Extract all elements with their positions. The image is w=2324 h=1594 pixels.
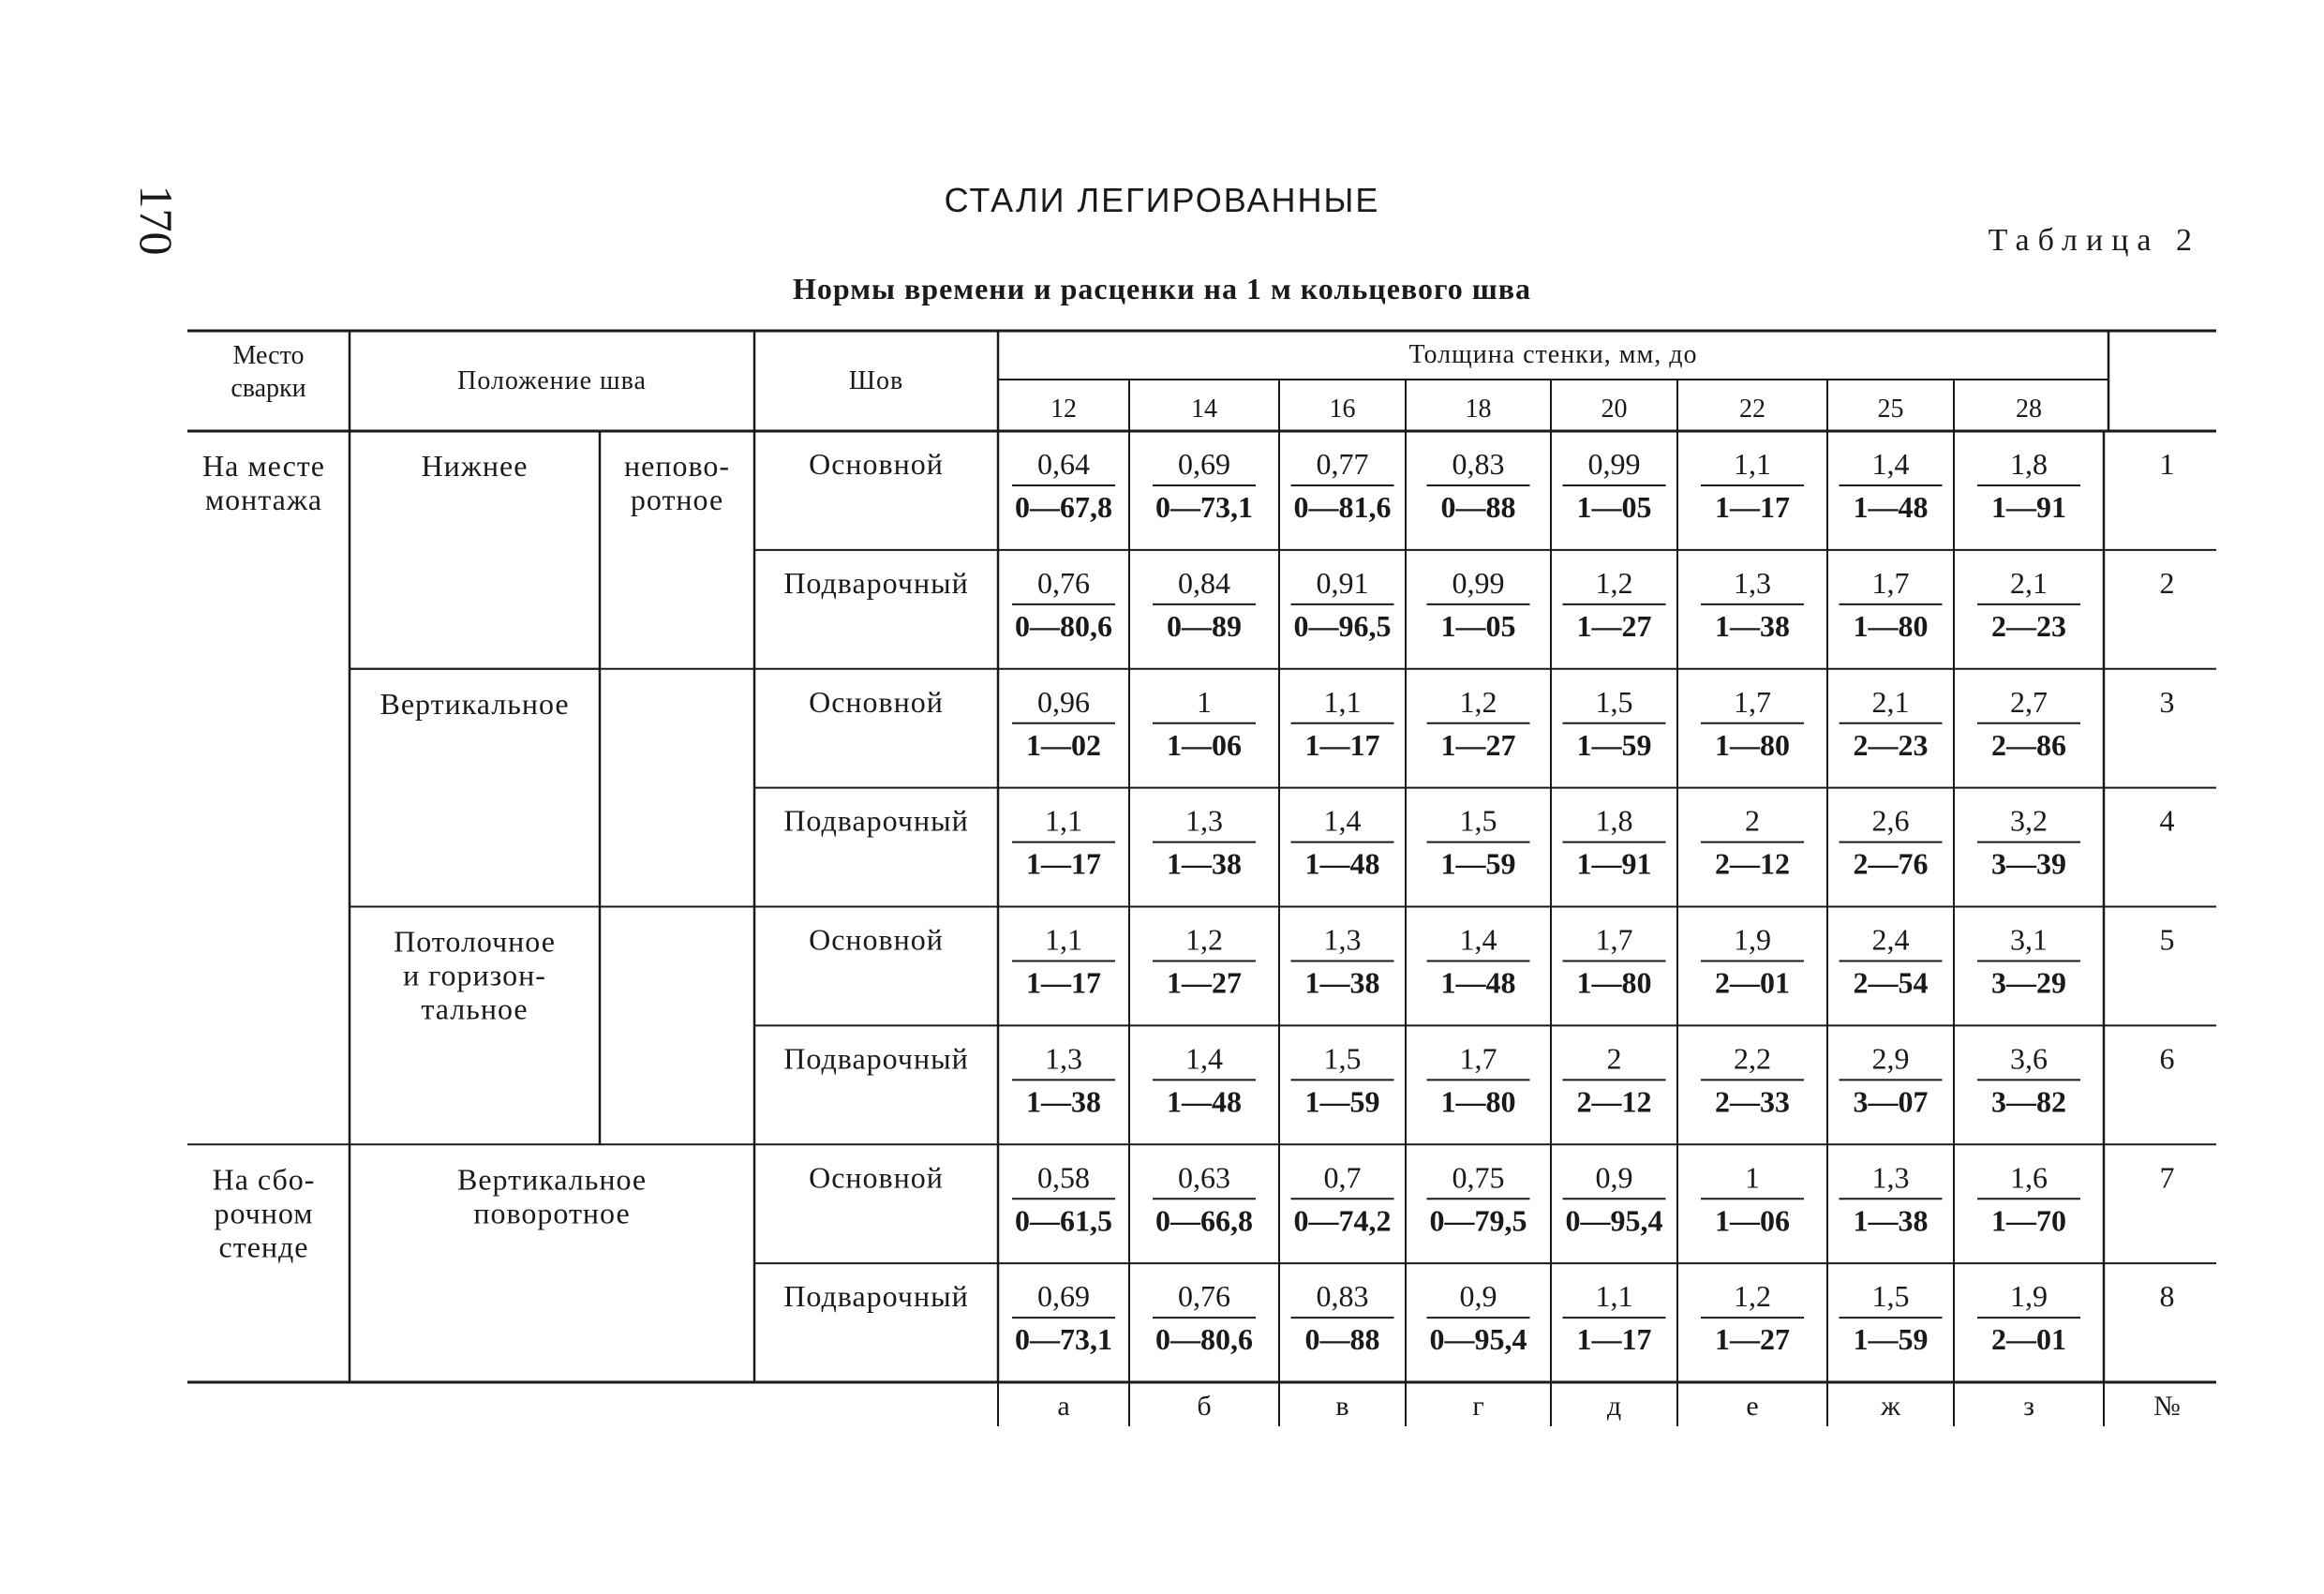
rate-value: 2—01 [1715, 965, 1790, 1000]
norm-time-value: 1,5 [1871, 1279, 1910, 1314]
norm-time-value: 1,1 [1045, 803, 1082, 838]
rate-value: 1—91 [1991, 490, 2066, 524]
rate-value: 1—59 [1304, 1084, 1380, 1119]
position-label: и горизон- [403, 958, 546, 992]
norm-time-value: 0,9 [1595, 1160, 1633, 1195]
norm-time-value: 1,9 [1734, 922, 1771, 957]
seam-label: Подварочный [783, 565, 969, 600]
seam-label: Подварочный [783, 1041, 969, 1076]
rate-value: 1—17 [1304, 727, 1380, 762]
row-number: 8 [2159, 1279, 2175, 1314]
rate-value: 1—17 [1026, 965, 1101, 1000]
rate-value: 1—27 [1715, 1322, 1790, 1357]
norm-time-value: 0,69 [1037, 1279, 1090, 1314]
rate-value: 3—29 [1991, 965, 2066, 1000]
rate-value: 1—80 [1576, 965, 1652, 1000]
column-letter: е [1746, 1391, 1759, 1422]
rate-value: 0—61,5 [1015, 1203, 1112, 1238]
rate-value: 0—88 [1304, 1322, 1380, 1357]
position-label: Потолочное [394, 924, 556, 959]
norm-time-value: 1,2 [1595, 565, 1633, 600]
rate-value: 0—74,2 [1293, 1203, 1392, 1238]
row-number: 6 [2159, 1041, 2175, 1076]
norm-time-value: 2,1 [2010, 565, 2048, 600]
norm-time-value: 1,6 [2010, 1160, 2048, 1195]
norm-time-value: 0,84 [1178, 565, 1230, 600]
norm-time-value: 2,9 [1871, 1041, 1910, 1076]
rate-value: 0—88 [1440, 490, 1516, 524]
location-label: стенде [218, 1229, 309, 1264]
rate-value: 2—23 [1853, 727, 1929, 762]
norm-time-value: 1,2 [1734, 1279, 1771, 1314]
norm-time-value: 1,9 [2010, 1279, 2048, 1314]
rate-value: 2—01 [1991, 1322, 2066, 1357]
rate-value: 0—79,5 [1429, 1203, 1527, 1238]
norm-time-value: 3,6 [2010, 1041, 2048, 1076]
rate-value: 1—17 [1576, 1322, 1652, 1357]
rate-value: 1—91 [1576, 846, 1652, 881]
norm-time-value: 2,4 [1871, 922, 1910, 957]
row-number: 4 [2159, 803, 2175, 838]
table-label: Таблица 2 [1988, 223, 2200, 258]
thickness-value: 25 [1877, 395, 1904, 424]
rate-value: 1—38 [1304, 965, 1380, 1000]
rate-value: 1—80 [1853, 608, 1929, 643]
number-sign: № [2153, 1391, 2181, 1422]
location-label: монтажа [204, 483, 323, 516]
norm-time-value: 2 [1606, 1041, 1622, 1076]
thickness-value: 20 [1601, 395, 1628, 424]
column-letter: з [2023, 1391, 2034, 1422]
rate-value: 1—48 [1440, 965, 1516, 1000]
norm-time-value: 3,1 [2010, 922, 2048, 957]
rate-value: 2—12 [1715, 846, 1790, 881]
norm-time-value: 1,8 [1595, 803, 1633, 838]
norm-time-value: 1,8 [2010, 447, 2048, 481]
column-letter: б [1197, 1391, 1212, 1422]
norm-time-value: 1,5 [1323, 1041, 1362, 1076]
norm-time-value: 1,5 [1595, 684, 1633, 719]
header-position: Положение шва [457, 366, 647, 395]
position-label: тальное [421, 991, 529, 1026]
seam-label: Основной [809, 922, 944, 957]
rate-value: 2—76 [1853, 846, 1929, 881]
rate-value: 0—73,1 [1155, 490, 1253, 524]
norm-time-value: 1,1 [1734, 447, 1771, 481]
rate-value: 1—06 [1715, 1203, 1790, 1238]
row-number: 5 [2159, 922, 2175, 957]
rate-value: 1—05 [1440, 608, 1516, 643]
rate-value: 1—48 [1167, 1084, 1242, 1119]
norm-time-value: 1,2 [1459, 684, 1497, 719]
rate-value: 3—39 [1991, 846, 2066, 881]
rate-value: 3—07 [1853, 1084, 1929, 1119]
norm-time-value: 0,69 [1178, 447, 1230, 481]
location-label: На месте [202, 449, 325, 483]
rate-value: 0—89 [1167, 608, 1242, 643]
header-seam: Шов [848, 366, 904, 395]
norm-time-value: 0,99 [1587, 447, 1641, 481]
row-number: 1 [2159, 447, 2175, 481]
rate-value: 1—38 [1853, 1203, 1929, 1238]
rate-value: 1—06 [1167, 727, 1242, 762]
row-number: 7 [2159, 1160, 2175, 1195]
rate-value: 1—48 [1853, 490, 1929, 524]
column-letter: а [1057, 1391, 1070, 1422]
header-location: сварки [231, 374, 306, 403]
position-label: поворотное [473, 1196, 631, 1230]
page-number: 170 [130, 185, 183, 256]
thickness-value: 14 [1191, 395, 1217, 424]
norm-time-value: 0,58 [1037, 1160, 1090, 1195]
column-letter: г [1472, 1391, 1484, 1422]
norm-time-value: 1,1 [1595, 1279, 1633, 1314]
rate-value: 1—05 [1576, 490, 1652, 524]
norm-time-value: 1,4 [1185, 1041, 1223, 1076]
norm-time-value: 0,64 [1037, 447, 1090, 481]
rate-value: 1—27 [1440, 727, 1516, 762]
norm-time-value: 1,3 [1871, 1160, 1910, 1195]
rate-value: 1—38 [1167, 846, 1242, 881]
rate-value: 2—12 [1576, 1084, 1652, 1119]
rate-value: 1—38 [1026, 1084, 1101, 1119]
norm-time-value: 0,91 [1316, 565, 1369, 600]
norm-time-value: 0,7 [1323, 1160, 1362, 1195]
norm-time-value: 0,75 [1452, 1160, 1505, 1195]
norm-time-value: 0,96 [1037, 684, 1090, 719]
rate-value: 1—80 [1440, 1084, 1516, 1119]
thickness-value: 16 [1329, 395, 1356, 424]
norm-time-value: 1,3 [1185, 803, 1223, 838]
norm-time-value: 1,7 [1871, 565, 1910, 600]
rate-value: 1—27 [1576, 608, 1652, 643]
rate-value: 1—38 [1715, 608, 1790, 643]
norm-time-value: 0,63 [1178, 1160, 1230, 1195]
position-label: Вертикальное [456, 1162, 648, 1197]
norm-time-value: 1,3 [1734, 565, 1771, 600]
thickness-value: 22 [1739, 395, 1765, 424]
rate-value: 0—80,6 [1155, 1322, 1253, 1357]
norm-time-value: 1,1 [1045, 922, 1082, 957]
rotation-label: ротное [630, 483, 724, 516]
seam-label: Основной [809, 684, 944, 719]
position-label: Вертикальное [380, 686, 570, 721]
seam-label: Основной [809, 447, 944, 481]
norm-time-value: 1,5 [1459, 803, 1497, 838]
rate-value: 0—95,4 [1565, 1203, 1663, 1238]
norm-time-value: 1,4 [1871, 447, 1910, 481]
rate-value: 1—80 [1715, 727, 1790, 762]
rate-value: 2—33 [1715, 1084, 1790, 1119]
rotation-label: непово- [624, 449, 730, 483]
table-subtitle: Нормы времени и расценки на 1 м кольцевого шва [793, 272, 1531, 305]
column-letter: ж [1881, 1391, 1900, 1422]
norm-time-value: 1 [1197, 684, 1212, 719]
rate-value: 1—27 [1167, 965, 1242, 1000]
seam-label: Подварочный [783, 803, 969, 838]
rate-value: 1—59 [1576, 727, 1652, 762]
norm-time-value: 0,83 [1452, 447, 1505, 481]
rate-value: 0—81,6 [1293, 490, 1392, 524]
norm-time-value: 2,2 [1734, 1041, 1771, 1076]
norm-time-value: 1 [1745, 1160, 1760, 1195]
seam-label: Подварочный [783, 1279, 969, 1314]
rate-value: 2—54 [1853, 965, 1929, 1000]
thickness-value: 28 [2016, 395, 2042, 424]
norm-time-value: 1,7 [1459, 1041, 1497, 1076]
norm-time-value: 0,9 [1459, 1279, 1497, 1314]
rate-value: 1—48 [1304, 846, 1380, 881]
norm-time-value: 2,6 [1871, 803, 1910, 838]
rate-value: 1—17 [1026, 846, 1101, 881]
position-label: Нижнее [421, 449, 529, 483]
rate-value: 1—59 [1853, 1322, 1929, 1357]
seam-label: Основной [809, 1160, 944, 1195]
norm-time-value: 3,2 [2010, 803, 2048, 838]
norm-time-value: 0,76 [1178, 1279, 1230, 1314]
norm-time-value: 0,83 [1316, 1279, 1369, 1314]
header-location: Место [232, 341, 305, 370]
row-number: 2 [2159, 565, 2175, 600]
norm-time-value: 1,7 [1734, 684, 1771, 719]
rate-value: 1—02 [1026, 727, 1101, 762]
location-label: На сбо- [212, 1162, 316, 1197]
thickness-value: 18 [1465, 395, 1492, 424]
norm-time-value: 1,4 [1323, 803, 1362, 838]
location-label: рочном [214, 1196, 314, 1230]
row-number: 3 [2159, 684, 2175, 719]
section-title: СТАЛИ ЛЕГИРОВАННЫЕ [944, 181, 1380, 219]
norm-time-value: 1,7 [1595, 922, 1633, 957]
norm-time-value: 1,1 [1323, 684, 1362, 719]
column-letter: д [1606, 1391, 1622, 1422]
rate-value: 2—23 [1991, 608, 2066, 643]
rate-value: 1—17 [1715, 490, 1790, 524]
norm-time-value: 1,2 [1185, 922, 1223, 957]
rate-value: 3—82 [1991, 1084, 2066, 1119]
rate-value: 0—95,4 [1429, 1322, 1527, 1357]
norm-time-value: 2,7 [2010, 684, 2048, 719]
norm-time-value: 0,76 [1037, 565, 1090, 600]
column-letter: в [1335, 1391, 1349, 1422]
norm-time-value: 1,3 [1323, 922, 1362, 957]
norm-time-value: 0,77 [1316, 447, 1369, 481]
norm-time-value: 0,99 [1452, 565, 1505, 600]
norm-time-value: 1,3 [1045, 1041, 1082, 1076]
norm-time-value: 1,4 [1459, 922, 1497, 957]
rate-value: 1—70 [1991, 1203, 2066, 1238]
rate-value: 1—59 [1440, 846, 1516, 881]
rate-value: 0—96,5 [1293, 608, 1392, 643]
norm-time-value: 2 [1745, 803, 1760, 838]
rate-value: 0—80,6 [1015, 608, 1112, 643]
thickness-value: 12 [1050, 395, 1077, 424]
rate-value: 0—67,8 [1015, 490, 1112, 524]
rate-value: 0—73,1 [1015, 1322, 1112, 1357]
norm-time-value: 2,1 [1871, 684, 1910, 719]
header-thickness: Толщина стенки, мм, до [1408, 340, 1698, 369]
rate-value: 0—66,8 [1155, 1203, 1253, 1238]
rate-value: 2—86 [1991, 727, 2066, 762]
